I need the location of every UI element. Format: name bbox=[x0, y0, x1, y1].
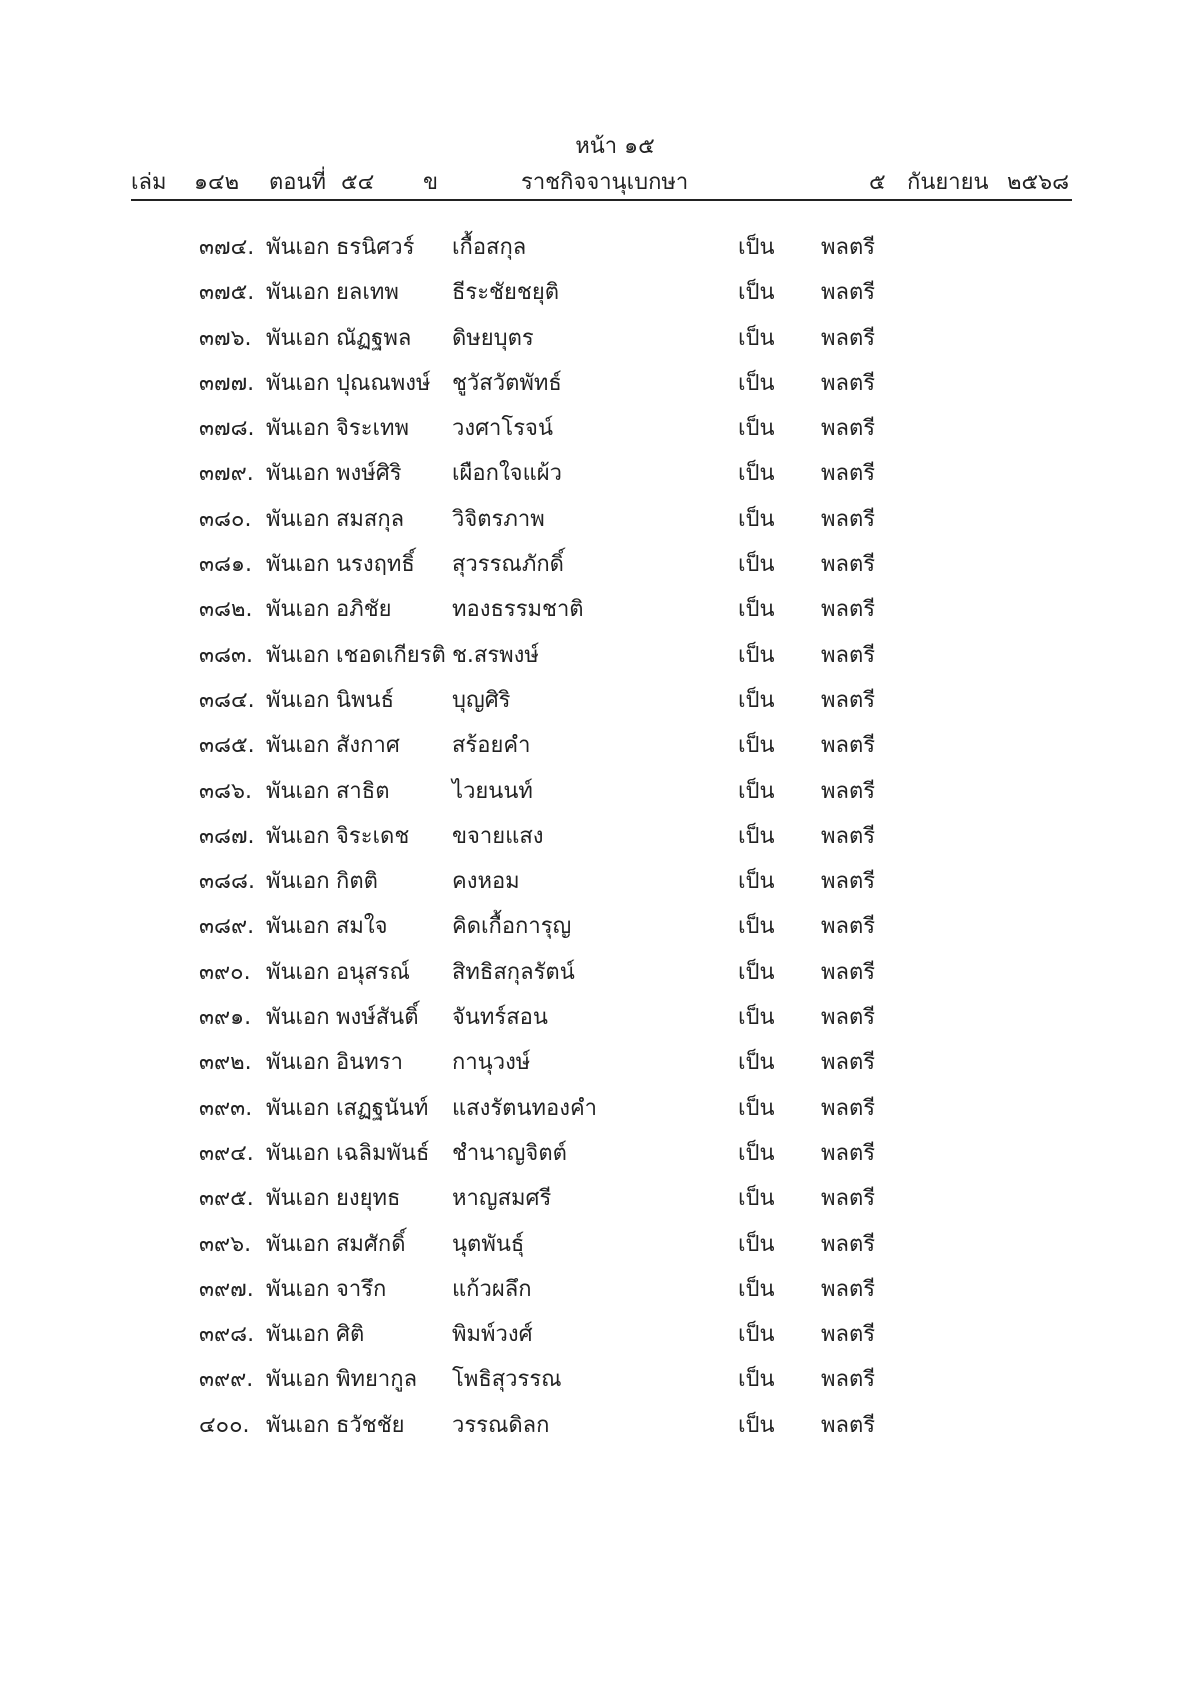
new-rank: พลตรี bbox=[821, 1186, 876, 1212]
new-rank: พลตรี bbox=[821, 687, 876, 713]
list-item bbox=[0, 591, 1200, 636]
list-item bbox=[0, 1271, 1200, 1316]
entry-number: ๓๘๗. bbox=[199, 823, 255, 849]
new-rank: พลตรี bbox=[821, 235, 876, 260]
last-name: เผือกใจแผ้ว bbox=[452, 461, 562, 487]
first-name: พงษ์สันติ์ bbox=[336, 1005, 419, 1031]
current-rank: พันเอก bbox=[266, 1005, 330, 1031]
promotion-word: เป็น bbox=[738, 461, 775, 487]
list-item bbox=[0, 1407, 1200, 1452]
new-rank: พลตรี bbox=[821, 1322, 876, 1348]
current-rank: พันเอก bbox=[266, 597, 330, 623]
list-item bbox=[0, 501, 1200, 546]
entry-number: ๓๙๔. bbox=[199, 1140, 254, 1166]
new-rank: พลตรี bbox=[821, 1005, 876, 1031]
entry-number: ๓๘๓. bbox=[199, 642, 254, 668]
promotion-word: เป็น bbox=[738, 552, 775, 578]
entry-number: ๓๙๒. bbox=[199, 1050, 252, 1076]
current-rank: พันเอก bbox=[266, 370, 330, 396]
entry-number: ๓๙๖. bbox=[199, 1231, 252, 1257]
list-item bbox=[0, 1044, 1200, 1089]
entry-number: ๓๘๕. bbox=[199, 733, 255, 759]
entry-number: ๓๗๖. bbox=[199, 325, 252, 351]
list-item bbox=[0, 1316, 1200, 1361]
new-rank: พลตรี bbox=[821, 1140, 876, 1166]
current-rank: พันเอก bbox=[266, 1322, 330, 1348]
list-item bbox=[0, 365, 1200, 410]
first-name: ศิติ bbox=[336, 1322, 365, 1348]
list-item bbox=[0, 546, 1200, 591]
current-rank: พันเอก bbox=[266, 642, 330, 668]
page-number: หน้า ๑๕ bbox=[575, 134, 655, 159]
first-name: ธรนิศวร์ bbox=[336, 235, 415, 260]
list-item bbox=[0, 954, 1200, 999]
last-name: วิจิตรภาพ bbox=[452, 506, 545, 532]
first-name: นิพนธ์ bbox=[336, 687, 395, 713]
entry-number: ๓๗๔. bbox=[199, 235, 255, 260]
entry-number: ๓๘๒. bbox=[199, 597, 253, 623]
first-name: จิระเทพ bbox=[336, 416, 410, 442]
last-name: กานุวงษ์ bbox=[452, 1050, 531, 1076]
first-name: ปุณณพงษ์ bbox=[336, 370, 431, 396]
current-rank: พันเอก bbox=[266, 914, 330, 940]
last-name: โพธิสุวรรณ bbox=[452, 1367, 562, 1393]
list-item bbox=[0, 773, 1200, 818]
last-name: ไวยนนท์ bbox=[452, 778, 533, 804]
first-name: ณัฏฐพล bbox=[336, 325, 412, 351]
gazette-name: ราชกิจจานุเบกษา bbox=[521, 170, 689, 195]
new-rank: พลตรี bbox=[821, 1231, 876, 1257]
new-rank: พลตรี bbox=[821, 370, 876, 396]
promotion-word: เป็น bbox=[738, 1186, 775, 1212]
promotion-word: เป็น bbox=[738, 1322, 775, 1348]
section-letter: ข bbox=[423, 170, 439, 195]
list-item bbox=[0, 637, 1200, 682]
entry-number: ๓๙๗. bbox=[199, 1276, 254, 1302]
entry-number: ๓๗๕. bbox=[199, 280, 255, 306]
first-name: สมศักดิ์ bbox=[336, 1231, 406, 1257]
first-name: เสฏฐนันท์ bbox=[336, 1095, 429, 1121]
first-name: พิทยากูล bbox=[336, 1367, 418, 1393]
entry-number: ๓๘๖. bbox=[199, 778, 252, 804]
list-item bbox=[0, 818, 1200, 863]
new-rank: พลตรี bbox=[821, 461, 876, 487]
current-rank: พันเอก bbox=[266, 823, 330, 849]
promotion-word: เป็น bbox=[738, 1140, 775, 1166]
current-rank: พันเอก bbox=[266, 280, 330, 306]
current-rank: พันเอก bbox=[266, 506, 330, 532]
entry-number: ๓๙๕. bbox=[199, 1186, 254, 1212]
new-rank: พลตรี bbox=[821, 914, 876, 940]
list-item bbox=[0, 908, 1200, 953]
current-rank: พันเอก bbox=[266, 416, 330, 442]
entry-number: ๓๗๙. bbox=[199, 461, 254, 487]
first-name: จารึก bbox=[336, 1276, 387, 1302]
first-name: เชอดเกียรติ bbox=[336, 642, 446, 668]
new-rank: พลตรี bbox=[821, 552, 876, 578]
list-item bbox=[0, 274, 1200, 319]
first-name: อินทรา bbox=[336, 1050, 403, 1076]
entry-number: ๓๙๘. bbox=[199, 1322, 255, 1348]
entry-number: ๔๐๐. bbox=[199, 1412, 250, 1438]
current-rank: พันเอก bbox=[266, 1095, 330, 1121]
entry-number: ๓๙๐. bbox=[199, 959, 251, 985]
issue-number: ๕๔ bbox=[341, 170, 375, 195]
last-name: ชูวัสวัตพัทธ์ bbox=[452, 370, 562, 396]
entry-number: ๓๙๑. bbox=[199, 1005, 252, 1031]
new-rank: พลตรี bbox=[821, 1050, 876, 1076]
promotion-word: เป็น bbox=[738, 597, 775, 623]
current-rank: พันเอก bbox=[266, 1231, 330, 1257]
new-rank: พลตรี bbox=[821, 733, 876, 759]
last-name: บุญศิริ bbox=[452, 687, 511, 713]
entry-number: ๓๘๔. bbox=[199, 687, 255, 713]
list-item bbox=[0, 410, 1200, 455]
new-rank: พลตรี bbox=[821, 597, 876, 623]
last-name: นุตพันธุ์ bbox=[452, 1231, 525, 1257]
promotion-word: เป็น bbox=[738, 1412, 775, 1438]
promotion-word: เป็น bbox=[738, 1231, 775, 1257]
list-item bbox=[0, 320, 1200, 365]
current-rank: พันเอก bbox=[266, 461, 330, 487]
last-name: ขจายแสง bbox=[452, 823, 544, 849]
last-name: คงหอม bbox=[452, 869, 520, 895]
header-divider bbox=[131, 199, 1072, 201]
list-item bbox=[0, 863, 1200, 908]
last-name: ธีระชัยชยุติ bbox=[452, 280, 559, 306]
entry-number: ๓๙๓. bbox=[199, 1095, 253, 1121]
entry-number: ๓๗๘. bbox=[199, 416, 255, 442]
first-name: สังกาศ bbox=[336, 733, 400, 759]
last-name: หาญสมศรี bbox=[452, 1186, 552, 1212]
current-rank: พันเอก bbox=[266, 1140, 330, 1166]
last-name: ชำนาญจิตต์ bbox=[452, 1140, 567, 1166]
new-rank: พลตรี bbox=[821, 869, 876, 895]
date-month: กันยายน bbox=[907, 170, 989, 195]
current-rank: พันเอก bbox=[266, 869, 330, 895]
last-name: วงศาโรจน์ bbox=[452, 416, 553, 442]
list-item bbox=[0, 1361, 1200, 1406]
new-rank: พลตรี bbox=[821, 959, 876, 985]
first-name: อนุสรณ์ bbox=[336, 959, 410, 985]
entry-number: ๓๘๘. bbox=[199, 869, 255, 895]
list-item bbox=[0, 229, 1200, 274]
date-day: ๕ bbox=[869, 170, 886, 195]
list-item bbox=[0, 1226, 1200, 1271]
last-name: วรรณดิลก bbox=[452, 1412, 550, 1438]
promotion-word: เป็น bbox=[738, 370, 775, 396]
promotion-word: เป็น bbox=[738, 1095, 775, 1121]
current-rank: พันเอก bbox=[266, 1367, 330, 1393]
promotion-word: เป็น bbox=[738, 778, 775, 804]
last-name: แสงรัตนทองคำ bbox=[452, 1095, 598, 1121]
last-name: พิมพ์วงศ์ bbox=[452, 1322, 533, 1348]
first-name: เฉลิมพันธ์ bbox=[336, 1140, 430, 1166]
volume-number: ๑๔๒ bbox=[194, 170, 240, 195]
current-rank: พันเอก bbox=[266, 1412, 330, 1438]
volume-label: เล่ม bbox=[131, 170, 167, 195]
first-name: อภิชัย bbox=[336, 597, 392, 623]
list-item bbox=[0, 1090, 1200, 1135]
new-rank: พลตรี bbox=[821, 1412, 876, 1438]
promotion-word: เป็น bbox=[738, 1276, 775, 1302]
promotion-word: เป็น bbox=[738, 959, 775, 985]
new-rank: พลตรี bbox=[821, 1367, 876, 1393]
current-rank: พันเอก bbox=[266, 778, 330, 804]
first-name: สมใจ bbox=[336, 914, 388, 940]
first-name: จิระเดช bbox=[336, 823, 410, 849]
promotion-word: เป็น bbox=[738, 1367, 775, 1393]
current-rank: พันเอก bbox=[266, 687, 330, 713]
promotion-word: เป็น bbox=[738, 823, 775, 849]
first-name: ธวัชชัย bbox=[336, 1412, 405, 1438]
promotion-word: เป็น bbox=[738, 1005, 775, 1031]
current-rank: พันเอก bbox=[266, 1050, 330, 1076]
first-name: นรงฤทธิ์ bbox=[336, 552, 415, 578]
promotion-word: เป็น bbox=[738, 869, 775, 895]
new-rank: พลตรี bbox=[821, 1276, 876, 1302]
new-rank: พลตรี bbox=[821, 642, 876, 668]
promotion-word: เป็น bbox=[738, 733, 775, 759]
gazette-header bbox=[131, 164, 1071, 198]
first-name: ยงยุทธ bbox=[336, 1186, 401, 1212]
first-name: สาธิต bbox=[336, 778, 390, 804]
last-name: สร้อยคำ bbox=[452, 733, 531, 759]
last-name: แก้วผลึก bbox=[452, 1276, 532, 1302]
current-rank: พันเอก bbox=[266, 733, 330, 759]
list-item bbox=[0, 682, 1200, 727]
current-rank: พันเอก bbox=[266, 959, 330, 985]
list-item bbox=[0, 1135, 1200, 1180]
promotion-word: เป็น bbox=[738, 416, 775, 442]
promotion-list bbox=[0, 229, 1200, 1452]
last-name: สิทธิสกุลรัตน์ bbox=[452, 959, 575, 985]
current-rank: พันเอก bbox=[266, 325, 330, 351]
promotion-word: เป็น bbox=[738, 642, 775, 668]
promotion-word: เป็น bbox=[738, 914, 775, 940]
entry-number: ๓๘๐. bbox=[199, 506, 252, 532]
promotion-word: เป็น bbox=[738, 1050, 775, 1076]
last-name: คิดเกื้อการุญ bbox=[452, 914, 572, 940]
first-name: ยลเทพ bbox=[336, 280, 399, 306]
new-rank: พลตรี bbox=[821, 280, 876, 306]
current-rank: พันเอก bbox=[266, 235, 330, 260]
new-rank: พลตรี bbox=[821, 506, 876, 532]
current-rank: พันเอก bbox=[266, 1186, 330, 1212]
entry-number: ๓๗๗. bbox=[199, 370, 255, 396]
new-rank: พลตรี bbox=[821, 823, 876, 849]
first-name: พงษ์ศิริ bbox=[336, 461, 402, 487]
new-rank: พลตรี bbox=[821, 1095, 876, 1121]
new-rank: พลตรี bbox=[821, 416, 876, 442]
list-item bbox=[0, 455, 1200, 500]
promotion-word: เป็น bbox=[738, 235, 775, 260]
entry-number: ๓๘๑. bbox=[199, 552, 252, 578]
current-rank: พันเอก bbox=[266, 552, 330, 578]
current-rank: พันเอก bbox=[266, 1276, 330, 1302]
last-name: เกื้อสกุล bbox=[452, 235, 527, 260]
list-item bbox=[0, 727, 1200, 772]
date-year: ๒๕๖๘ bbox=[1007, 170, 1070, 195]
last-name: สุวรรณภักดิ์ bbox=[452, 552, 564, 578]
issue-label: ตอนที่ bbox=[269, 170, 327, 195]
promotion-word: เป็น bbox=[738, 687, 775, 713]
promotion-word: เป็น bbox=[738, 280, 775, 306]
entry-number: ๓๙๙. bbox=[199, 1367, 254, 1393]
last-name: ทองธรรมชาติ bbox=[452, 597, 584, 623]
list-item bbox=[0, 1180, 1200, 1225]
entry-number: ๓๘๙. bbox=[199, 914, 255, 940]
new-rank: พลตรี bbox=[821, 778, 876, 804]
last-name: จันทร์สอน bbox=[452, 1005, 548, 1031]
first-name: สมสกุล bbox=[336, 506, 405, 532]
new-rank: พลตรี bbox=[821, 325, 876, 351]
promotion-word: เป็น bbox=[738, 325, 775, 351]
last-name: ดิษยบุตร bbox=[452, 325, 534, 351]
first-name: กิตติ bbox=[336, 869, 378, 895]
promotion-word: เป็น bbox=[738, 506, 775, 532]
last-name: ช.สรพงษ์ bbox=[452, 642, 539, 668]
list-item bbox=[0, 999, 1200, 1044]
